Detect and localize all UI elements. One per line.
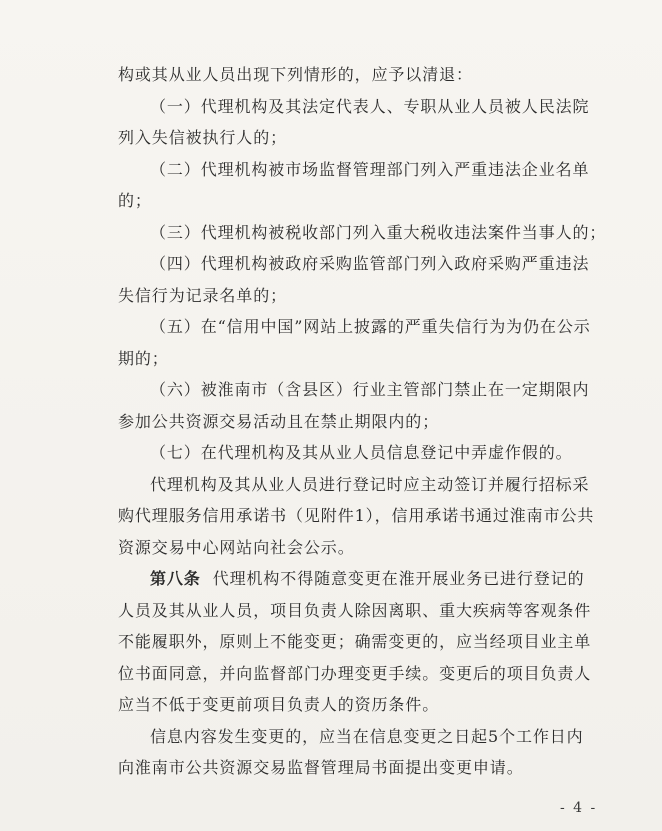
text-line: 购代理服务信用承诺书（见附件1），信用承诺书通过淮南市公共 — [118, 506, 595, 525]
text-line: 人员及其从业人员，项目负责人除因离职、重大疾病等客观条件 — [118, 600, 592, 620]
article-line — [150, 567, 608, 591]
text-line: 资源交易中心网站向社会公示。 — [118, 537, 355, 557]
text-line: 位书面同意，并向监督部门办理变更手续。变更后的项目负责人 — [118, 663, 592, 683]
text-line: （四）代理机构被政府采购监管部门列入政府采购严重违法 — [150, 254, 590, 273]
article-text: 代理机构不得随意变更在淮开展业务已进行登记的 — [212, 569, 585, 588]
text-line: 的； — [118, 191, 152, 210]
text-line: （六）被淮南市（含县区）行业主管部门禁止在一定期限内 — [150, 380, 590, 399]
text-line: 失信行为记录名单的； — [118, 285, 288, 305]
text-line: 应当不低于变更前项目负责人的资历条件。 — [118, 695, 440, 714]
text-line: 期的； — [118, 348, 169, 368]
text-line: （一）代理机构及其法定代表人、专职从业人员被人民法院 — [150, 96, 590, 116]
text-line: （五）在“信用中国”网站上披露的严重失信行为为仍在公示 — [150, 317, 591, 336]
text-line: 参加公共资源交易活动且在禁止期限内的； — [118, 411, 440, 431]
page-number: - 4 - — [560, 800, 598, 816]
text-line: 向淮南市公共资源交易监督管理局书面提出变更申请。 — [118, 758, 524, 777]
text-line: （七）在代理机构及其从业人员信息登记中弄虚作假的。 — [150, 443, 573, 462]
text-line: 信息内容发生变更的，应当在信息变更之日起5个工作日内 — [150, 726, 584, 746]
text-line: 代理机构及其从业人员进行登记时应主动签订并履行招标采 — [150, 474, 590, 494]
text-line: 不能履职外，原则上不能变更；确需变更的，应当经项目业主单 — [118, 632, 592, 651]
text-line: 构或其从业人员出现下列情形的，应予以清退： — [118, 65, 473, 84]
article-label: 第八条 — [150, 569, 201, 588]
text-line: （二）代理机构被市场监督管理部门列入严重违法企业名单 — [150, 159, 590, 179]
text-line: 列入失信被执行人的； — [118, 128, 288, 147]
text-line: （三）代理机构被税收部门列入重大税收违法案件当事人的； — [150, 222, 607, 242]
